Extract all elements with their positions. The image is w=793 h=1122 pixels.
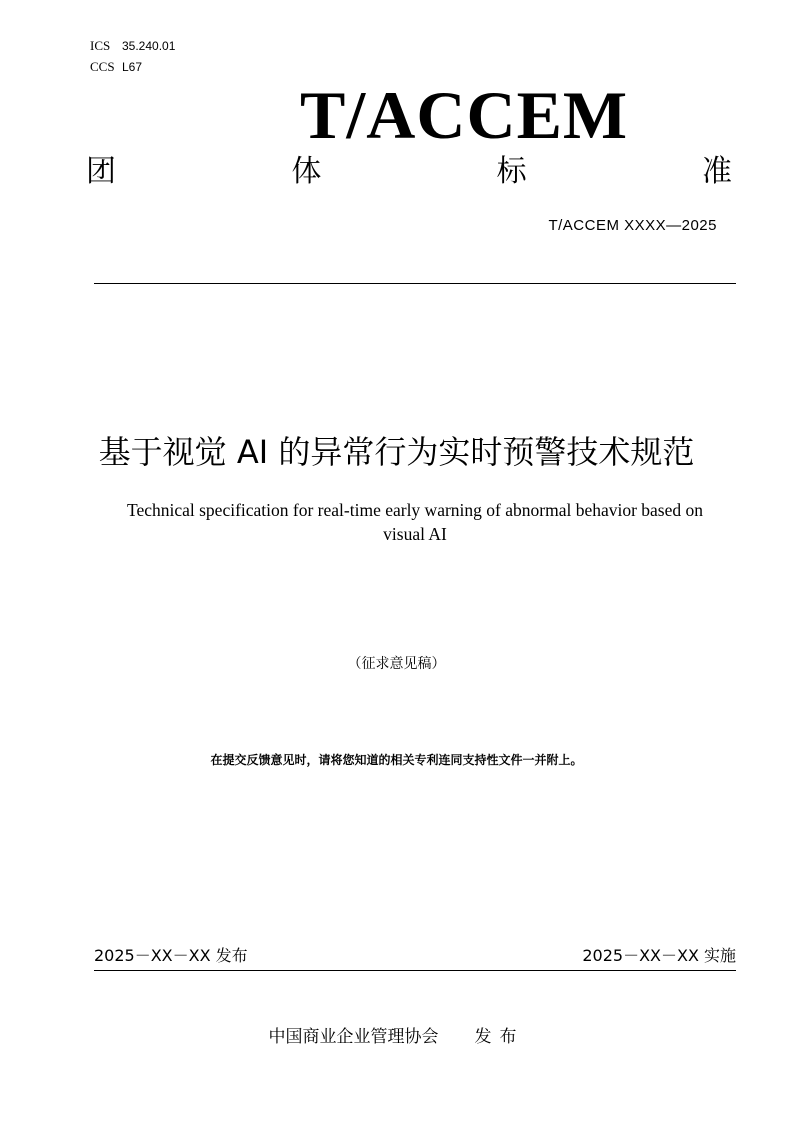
draft-status: （征求意见稿） [347, 656, 446, 672]
ics-label: ICS [90, 38, 111, 53]
patent-notice: 在提交反馈意见时，请将您知道的相关专利连同支持性文件一并附上。 [210, 753, 583, 767]
standard-type-char: 团 [86, 154, 116, 189]
publish-date: 2025－XX－XX 发布 [94, 946, 248, 965]
standard-type [86, 152, 732, 192]
implement-date: 2025－XX－XX 实施 [582, 946, 736, 965]
title-english-line-1: Technical specification for real-time early warning of abnormal behavior based on [126, 500, 704, 520]
header-divider [94, 283, 736, 284]
ics-line [90, 39, 175, 53]
title-english-line-2: visual AI [383, 524, 447, 544]
title-english [100, 498, 730, 546]
ccs-label: CCS [90, 59, 115, 74]
ics-value: 35.240.01 [122, 39, 176, 53]
ccs-value: L67 [122, 60, 143, 74]
publisher-action: 发布 [474, 1027, 525, 1047]
standard-type-char: 准 [701, 154, 732, 189]
footer-divider [94, 970, 736, 971]
standard-number: T/ACCEM XXXX—2025 [548, 217, 717, 234]
publisher-organization: 中国商业企业管理协会 [268, 1027, 439, 1047]
standard-type-char: 标 [496, 154, 527, 189]
brand-logo-text: T/ACCEM [300, 77, 629, 153]
title-chinese: 基于视觉 AI 的异常行为实时预警技术规范 [98, 433, 695, 471]
standard-type-char: 体 [291, 154, 322, 189]
ccs-line [90, 60, 142, 74]
publisher [0, 1025, 793, 1049]
